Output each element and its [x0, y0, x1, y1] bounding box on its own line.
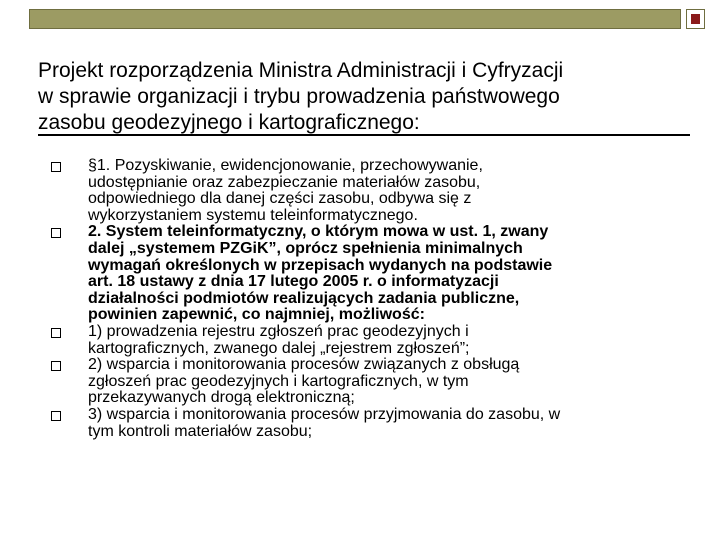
bullet-item-paragraph-2 — [51, 224, 701, 324]
bullet-item-point-3 — [51, 407, 701, 440]
title-line: w sprawie organizacji i trybu prowadzenia państwowego — [38, 85, 560, 108]
decorative-header-bar — [29, 9, 681, 29]
bullet-line: powinien zapewnić, co najmniej, możliwość: — [88, 306, 425, 324]
bullet-line: zgłoszeń prac geodezyjnych i kartograficznych, w tym — [88, 372, 469, 390]
bullet-line: 3) wsparcia i monitorowania procesów przyjmowania do zasobu, w — [88, 405, 561, 423]
hollow-square-bullet-icon — [51, 228, 61, 238]
hollow-square-bullet-icon — [51, 361, 61, 371]
hollow-square-bullet-icon — [51, 162, 61, 172]
bullet-list — [51, 158, 701, 440]
bullet-line: 2) wsparcia i monitorowania procesów związanych z obsługą — [88, 356, 520, 374]
bullet-line: kartograficznych, zwanego dalej „rejestrem zgłoszeń”; — [88, 339, 470, 357]
bullet-item-paragraph-1 — [51, 158, 701, 224]
bullet-line: przekazywanych drogą elektroniczną; — [88, 389, 355, 407]
bullet-line: odpowiedniego dla danej części zasobu, odbywa się z — [88, 190, 472, 208]
bullet-item-point-2 — [51, 357, 701, 407]
hollow-square-bullet-icon — [51, 411, 61, 421]
title-line: Projekt rozporządzenia Ministra Administracji i Cyfryzacji — [38, 59, 564, 82]
decorative-corner-square — [686, 9, 705, 29]
bullet-line: wymagań określonych w przepisach wydanych na podstawie — [88, 256, 553, 274]
hollow-square-bullet-icon — [51, 328, 61, 338]
bullet-line: art. 18 ustawy z dnia 17 lutego 2005 r. o informatyzacji — [88, 273, 499, 291]
bullet-line: 2. System teleinformatyczny, o którym mowa w ust. 1, zwany — [88, 223, 549, 241]
bullet-line: udostępnianie oraz zabezpieczanie materiałów zasobu, — [88, 173, 481, 191]
corner-square-fill — [691, 14, 700, 24]
bullet-line: 1) prowadzenia rejestru zgłoszeń prac geodezyjnych i — [88, 322, 469, 340]
bullet-line: dalej „systemem PZGiK”, oprócz spełnienia minimalnych — [88, 239, 523, 257]
bullet-line: §1. Pozyskiwanie, ewidencjonowanie, przechowywanie, — [88, 157, 483, 174]
bullet-line: tym kontroli materiałów zasobu; — [88, 422, 313, 440]
bullet-line: wykorzystaniem systemu teleinformatycznego. — [88, 206, 418, 224]
slide-title — [38, 58, 698, 136]
bullet-line: działalności podmiotów realizujących zadania publiczne, — [88, 289, 520, 307]
title-line: zasobu geodezyjnego i kartograficznego: — [38, 111, 420, 134]
title-underline — [38, 134, 690, 136]
bullet-item-point-1 — [51, 324, 701, 357]
